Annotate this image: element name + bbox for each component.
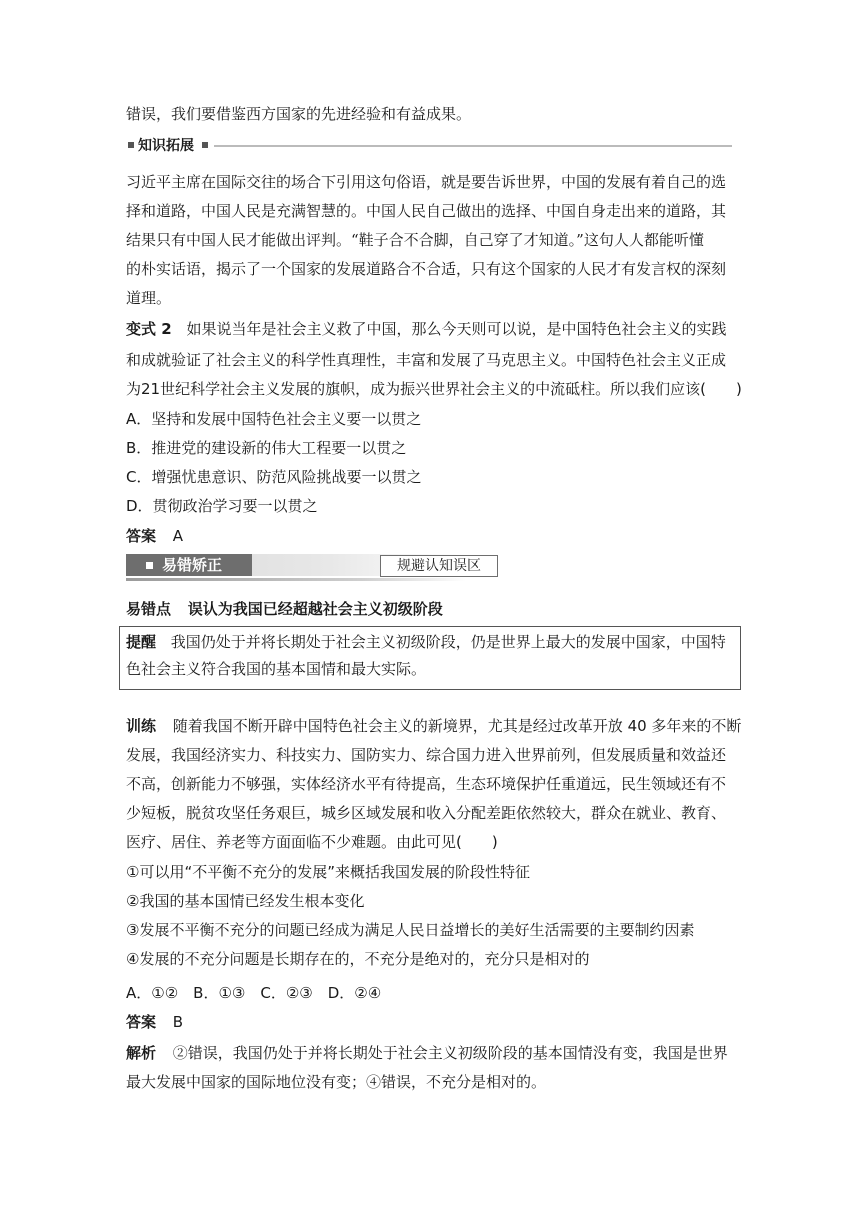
hint-text: 色社会主义符合我国的基本国情和最大实际。 [126,660,427,678]
hint-text: 我国仍处于并将长期处于社会主义初级阶段，仍是世界上最大的发展中国家，中国特 [170,633,726,651]
option-a: A．坚持和发展中国特色社会主义要一以贯之 [126,410,422,428]
variant-label: 变式 2 [126,320,172,338]
paragraph-line: 结果只有中国人民才能做出评判。“鞋子合不合脚，自己穿了才知道。”这句人人都能听懂 [126,231,704,249]
continuation-text: 错误，我们要借鉴西方国家的先进经验和有益成果。 [126,105,472,123]
knowledge-header-label: 知识拓展 [138,138,194,154]
answer-value: A [172,527,184,545]
option-b: B．推进党的建设新的伟大工程要一以贯之 [126,439,407,457]
analysis-text: ②错误，我国仍处于并将长期处于社会主义初级阶段的基本国情没有变，我国是世界 [172,1044,728,1062]
question-stem-line: 不高，创新能力不够强，实体经济水平有待提高，生态环境保护任重道远，民生领域还有不 [126,775,727,793]
question-stem-line: 少短板，脱贫攻坚任务艰巨，城乡区域发展和收入分配差距依然较大，群众在就业、教育、 [126,804,727,822]
hint-line [126,632,726,652]
option-c: C．增强忧患意识、防范风险挑战要一以贯之 [126,468,422,486]
question-stem-line: 发展，我国经济实力、科技实力、国防实力、综合国力进入世界前列，但发展质量和效益还 [126,746,727,764]
answer-value: B [172,1013,184,1031]
knowledge-expand-header [128,136,732,156]
option-d: D．贯彻政治学习要一以贯之 [126,497,318,515]
error-point-label: 易错点 [126,600,172,618]
question-stem-line: 为21世纪科学社会主义发展的旗帜，成为振兴世界社会主义的中流砥柱。所以我们应该( ) [126,380,742,398]
statement-item: ④发展的不充分问题是长期存在的，不充分是绝对的，充分只是相对的 [126,950,590,968]
question-stem-line: 如果说当年是社会主义救了中国，那么今天则可以说，是中国特色社会主义的实践 [186,320,727,338]
answer-label: 答案 [126,527,157,545]
statement-item: ①可以用“不平衡不充分的发展”来概括我国发展的阶段性特征 [126,863,530,881]
answer-options: A．①② B．①③ C．②③ D．②④ [126,984,382,1002]
square-bullet-icon [202,142,208,148]
section-banner [126,554,481,582]
question-stem-line: 和成就验证了社会主义的科学性真理性，丰富和发展了马克思主义。中国特色社会主义正成 [126,351,727,369]
analysis-text: 最大发展中国家的国际地位没有变；④错误，不充分是相对的。 [126,1073,547,1091]
paragraph-line: 的朴实话语，揭示了一个国家的发展道路合不合适，只有这个国家的人民才有发言权的深刻 [126,260,727,278]
square-bullet-icon [146,562,153,569]
square-bullet-icon [128,142,134,148]
banner-underline [126,578,466,581]
paragraph-line: 择和道路，中国人民是充满智慧的。中国人民自己做出的选择、中国自身走出来的道路，其 [126,202,727,220]
question-stem-line: 医疗、居住、养老等方面面临不少难题。由此可见( ) [126,833,498,851]
training-label: 训练 [126,717,157,735]
paragraph-line: 习近平主席在国际交往的场合下引用这句俗语，就是要告诉世界，中国的发展有着自己的选 [126,173,727,191]
hint-label: 提醒 [126,633,157,651]
question-stem-line: 随着我国不断开辟中国特色社会主义的新境界，尤其是经过改革开放 40 多年来的不断 [172,717,742,735]
error-point [126,599,443,619]
statement-item: ②我国的基本国情已经发生根本变化 [126,892,365,910]
error-point-text: 误认为我国已经超越社会主义初级阶段 [187,600,443,618]
paragraph-line: 道理。 [126,289,172,307]
analysis-label: 解析 [126,1044,157,1062]
answer-label: 答案 [126,1013,157,1031]
header-rule [214,145,732,147]
banner-subtitle: 规避认知误区 [380,555,498,577]
banner-title: 易错矫正 [162,556,223,574]
statement-item: ③发展不平衡不充分的问题已经成为满足人民日益增长的美好生活需要的主要制约因素 [126,921,695,939]
